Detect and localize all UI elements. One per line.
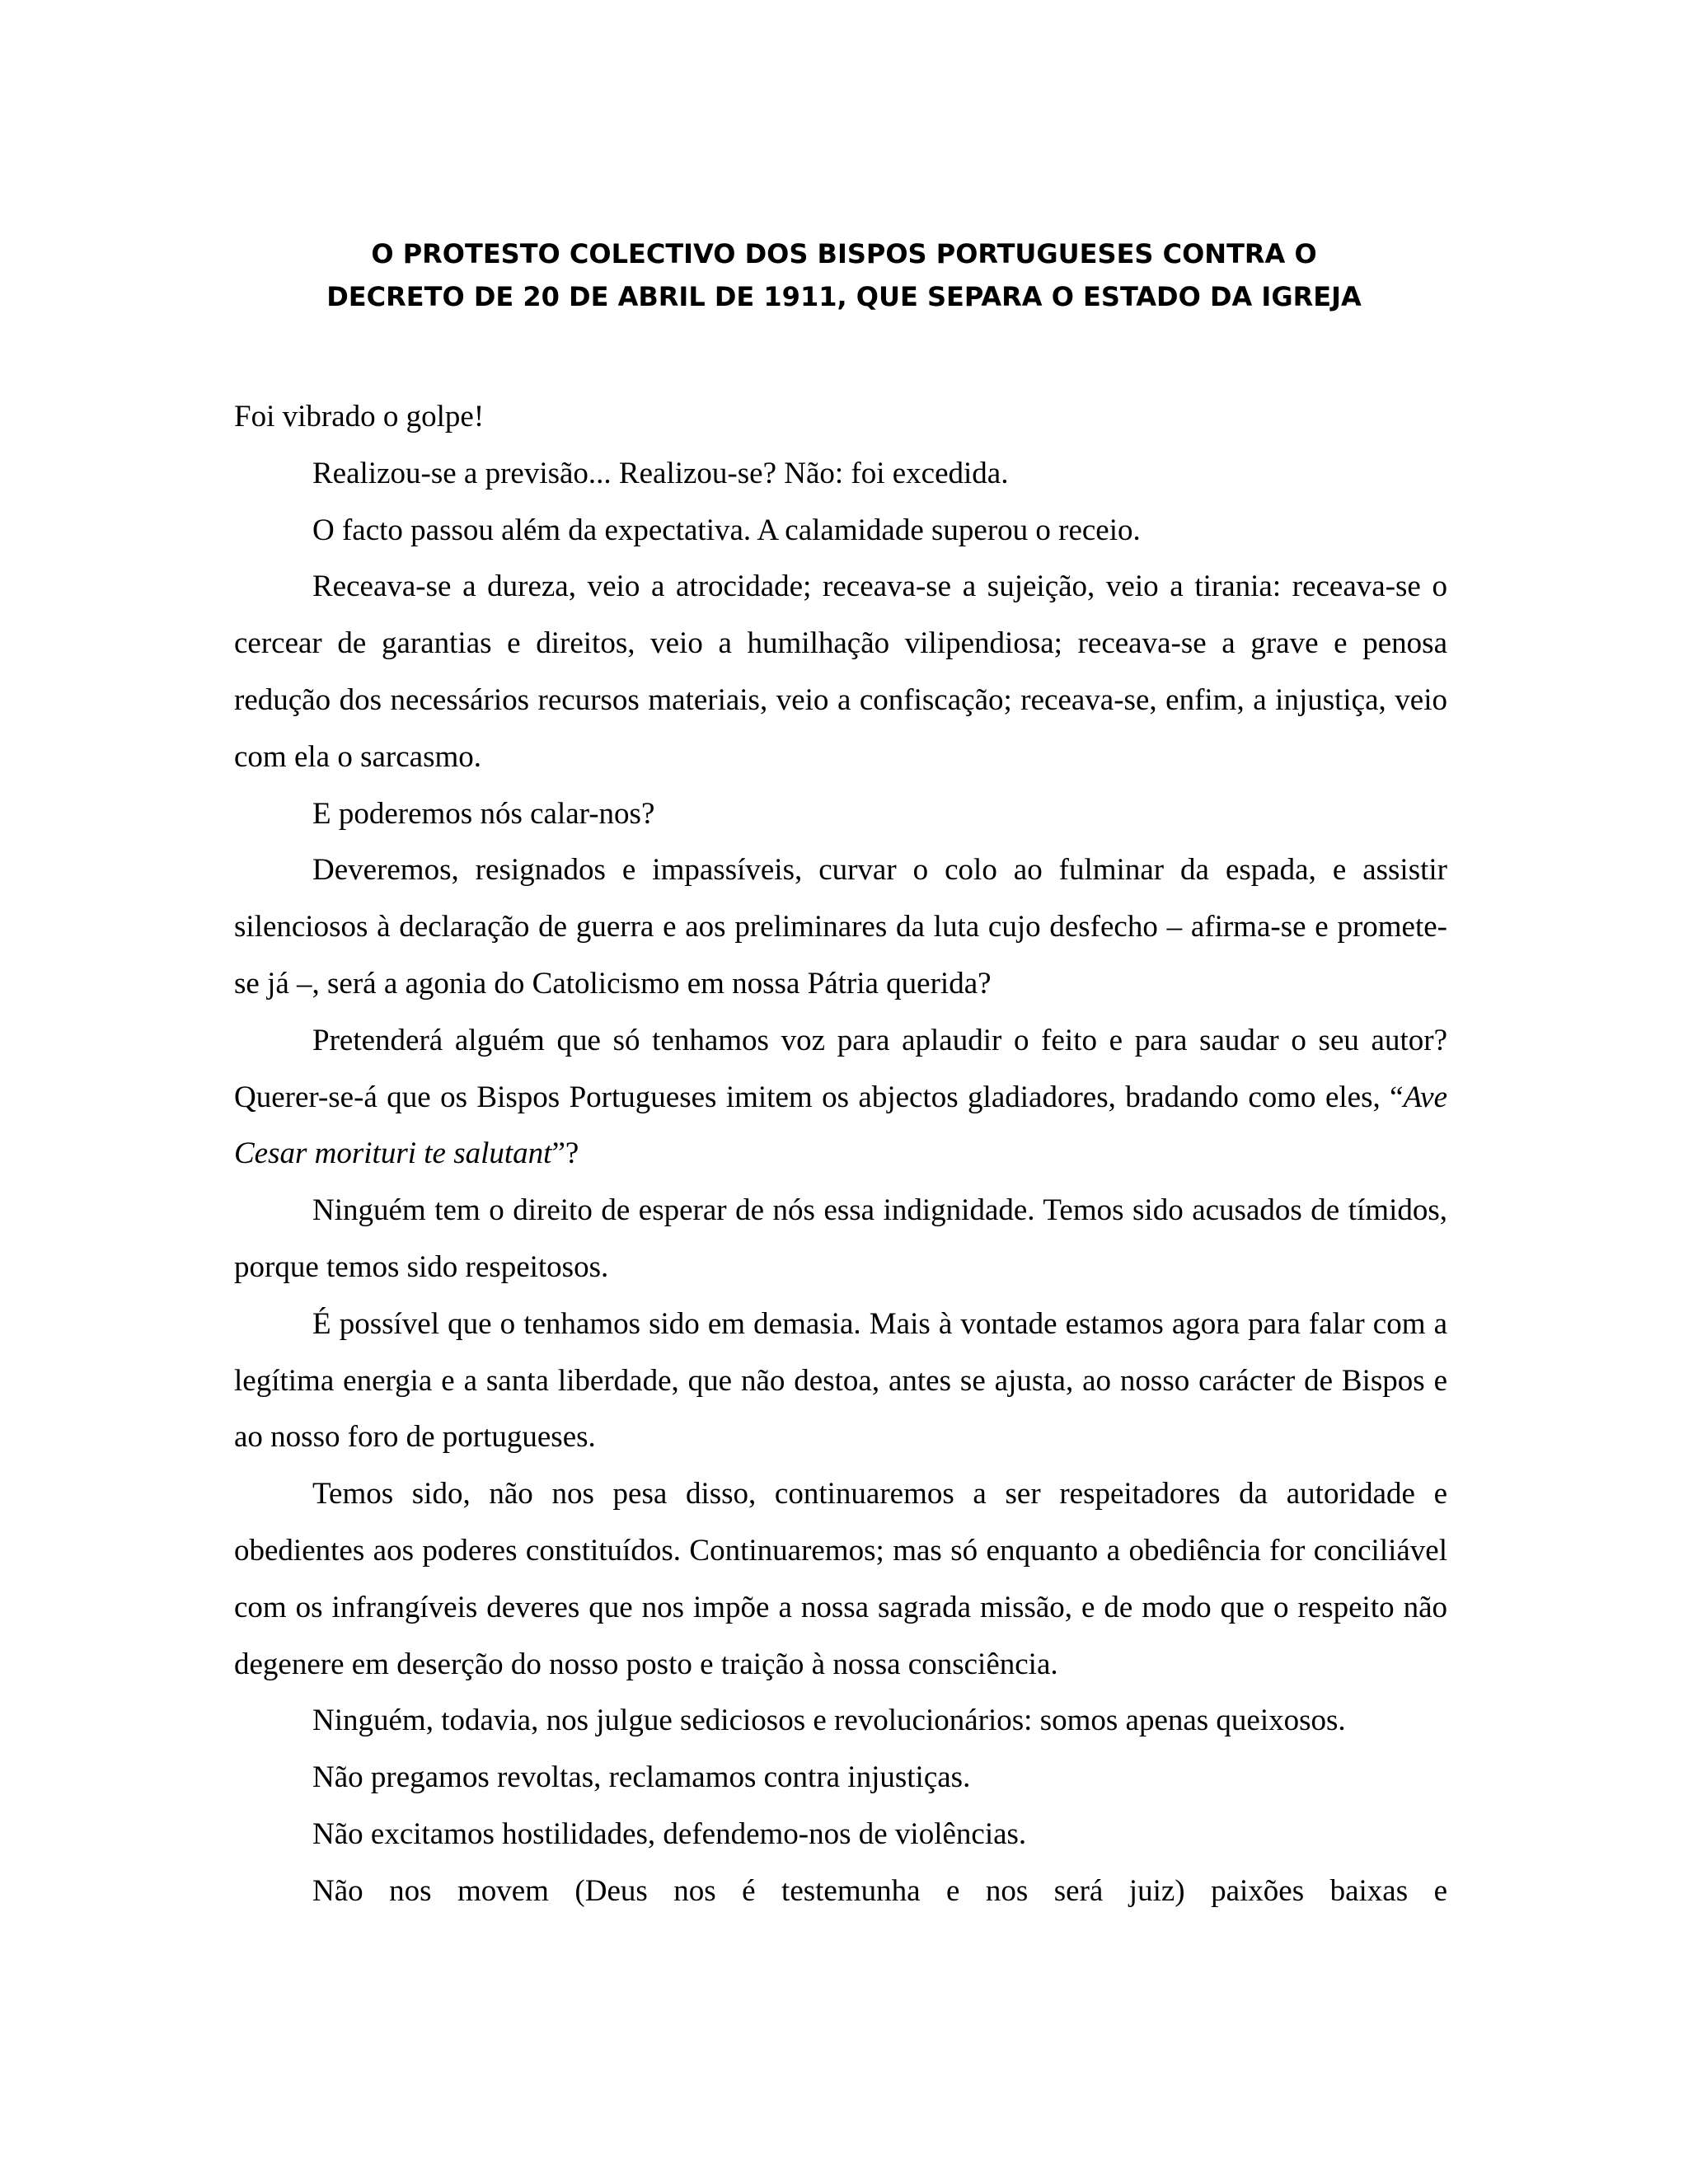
paragraph: O facto passou além da expectativa. A calamidade superou o receio. <box>312 513 1141 547</box>
paragraph: Ninguém tem o direito de esperar de nós essa indignidade. Temos sido acusados de tímidos, porque temos sido respeitosos. <box>234 1193 1447 1284</box>
title-line-1: O PROTESTO COLECTIVO DOS BISPOS PORTUGUESES CONTRA O <box>371 238 1317 269</box>
paragraph-text: ”? <box>551 1137 579 1171</box>
paragraph: Realizou-se a previsão... Realizou-se? Não: foi excedida. <box>312 456 1009 490</box>
paragraph: Não pregamos revoltas, reclamamos contra injustiças. <box>312 1760 971 1795</box>
paragraph-text: Pretenderá alguém que só tenhamos voz para aplaudir o feito e para saudar o seu autor? Querer-se-á que os Bispos Portugueses imitem os abjectos gladiadores, bradando como eles, “ <box>234 1023 1447 1114</box>
paragraph: Ninguém, todavia, nos julgue sediciosos e revolucionários: somos apenas queixosos. <box>312 1704 1346 1738</box>
paragraph-with-quote <box>234 1013 1447 1183</box>
title-line-2: DECRETO DE 20 DE ABRIL DE 1911, QUE SEPARA O ESTADO DA IGREJA <box>326 281 1362 312</box>
paragraph: É possível que o tenhamos sido em demasia. Mais à vontade estamos agora para falar com a legítima energia e a santa liberdade, que não destoa, antes se ajusta, ao nosso carácter de Bispos e ao nosso foro de portugueses. <box>234 1306 1447 1455</box>
document-title <box>165 232 1523 318</box>
document-body <box>234 389 1447 1920</box>
paragraph: Foi vibrado o golpe! <box>234 400 485 434</box>
paragraph: E poderemos nós calar-nos? <box>312 796 655 831</box>
paragraph: Deveremos, resignados e impassíveis, curvar o colo ao fulminar da espada, e assistir silenciosos à declaração de guerra e aos preliminares da luta cujo desfecho – afirma-se e promete-se já –, será a agonia do Catolicismo em nossa Pátria querida? <box>234 853 1447 1001</box>
paragraph: Não nos movem (Deus nos é testemunha e nos será juiz) paixões baixas e <box>312 1873 1447 1908</box>
latin-quote: Ave Cesar morituri te salutant <box>234 1080 1447 1171</box>
paragraph: Temos sido, não nos pesa disso, continuaremos a ser respeitadores da autoridade e obedientes aos poderes constituídos. Continuaremos; mas só enquanto a obediência for conciliável com os infrangíveis deveres que nos impõe a nossa sagrada missão, e de modo que o respeito não degenere em deserção do nosso posto e traição à nossa consciência. <box>234 1477 1447 1681</box>
paragraph: Não excitamos hostilidades, defendemo-nos de violências. <box>312 1816 1027 1851</box>
paragraph: Receava-se a dureza, veio a atrocidade; receava-se a sujeição, veio a tirania: receava-se o cercear de garantias e direitos, veio a humilhação vilipendiosa; receava-se a grave e penosa redução dos necessários recursos materiais, veio a confiscação; receava-se, enfim, a injustiça, veio com ela o sarcasmo. <box>234 569 1447 774</box>
